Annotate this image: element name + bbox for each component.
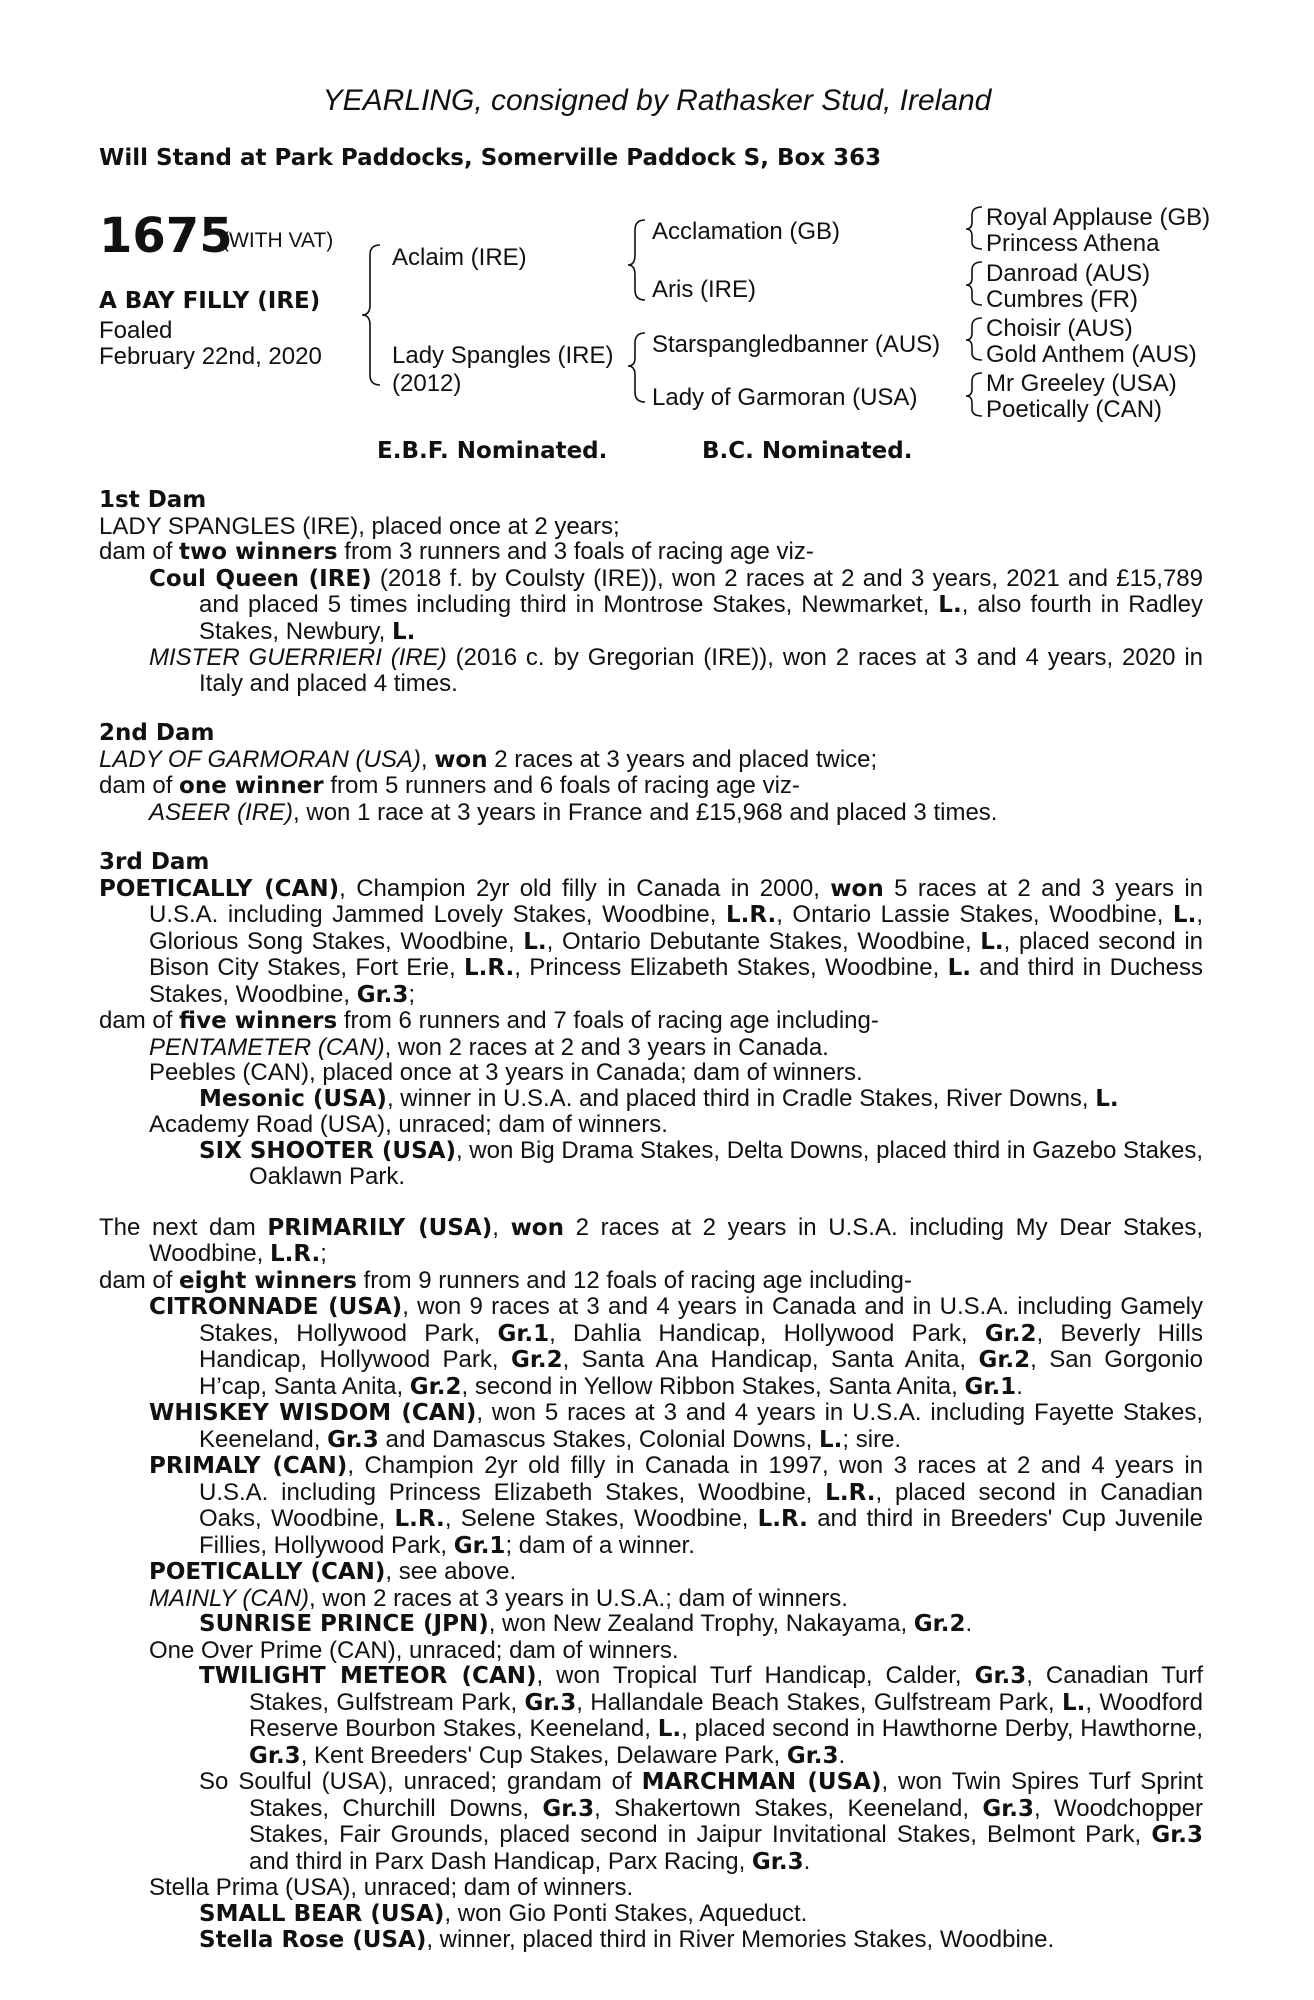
pedigree-g3-1: Royal Applause (GB) xyxy=(986,204,1211,231)
progeny-entry: POETICALLY (CAN), see above. xyxy=(149,1558,517,1585)
pedigree-g3-2: Princess Athena xyxy=(986,230,1160,257)
progeny-entry: SIX SHOOTER (USA), won Big Drama Stakes, Delta Downs, placed third in Gazebo Stakes, Oaklawn Park. xyxy=(199,1136,1203,1190)
second-dam-produce: dam of one winner from 5 runners and 6 foals of racing age viz- xyxy=(99,772,800,799)
progeny-entry: PRIMALY (CAN), Champion 2yr old filly in Canada in 1997, won 3 races at 2 and 4 years in U.S.A. including Princess Elizabeth Stakes, Woodbine, L.R., placed second in Canadian Oaks, Woodbine, L.R., Selene Stakes, Woodbine, L.R. and third in Breeders' Cup Juvenile Fillies, Hollywood Park, Gr.1; dam of a winner. xyxy=(149,1452,1203,1559)
second-dam-heading: 2nd Dam xyxy=(99,720,215,746)
third-dam-line: POETICALLY (CAN), Champion 2yr old filly in Canada in 2000, won 5 races at 2 and 3 years in U.S.A. including Jammed Lovely Stakes, Woodbine, L.R., Ontario Lassie Stakes, Woodbine, L., Glorious Song Stakes, Woodbine, L., Ontario Debutante Stakes, Woodbine, L., placed second in Bison City Stakes, Fort Erie, L.R., Princess Elizabeth Stakes, Woodbine, L. and third in Duchess Stakes, Woodbine, Gr.3; xyxy=(99,874,1204,1008)
progeny-entry: Peebles (CAN), placed once at 3 years in Canada; dam of winners. xyxy=(149,1059,863,1086)
bc-nomination: B.C. Nominated. xyxy=(702,438,913,464)
progeny-entry: Academy Road (USA), unraced; dam of winners. xyxy=(149,1111,668,1138)
sire-sire-name: Acclamation (GB) xyxy=(652,218,841,245)
progeny-entry: TWILIGHT METEOR (CAN), won Tropical Turf Handicap, Calder, Gr.3, Canadian Turf Stakes, Gulfstream Park, Gr.3, Hallandale Beach Stakes, Gulfstream Park, L., Woodford Reserve Bourbon Stakes, Keeneland, L., placed second in Hawthorne Derby, Hawthorne, Gr.3, Kent Breeders' Cup Stakes, Delaware Park, Gr.3. xyxy=(199,1662,1204,1769)
next-dam-produce: dam of eight winners from 9 runners and 12 foals of racing age including- xyxy=(99,1266,912,1294)
progeny-entry: MISTER GUERRIERI (IRE) (2016 c. by Gregorian (IRE)), won 2 races at 3 and 4 years, 2020 in Italy and placed 4 times. xyxy=(149,644,1204,697)
catalogue-body xyxy=(99,488,1203,1954)
progeny-entry: Stella Prima (USA), unraced; dam of winners. xyxy=(149,1874,634,1901)
foaled-label: Foaled xyxy=(99,317,173,344)
progeny-entry: SUNRISE PRINCE (JPN), won New Zealand Trophy, Nakayama, Gr.2. xyxy=(199,1610,973,1637)
third-dam-heading: 3rd Dam xyxy=(99,849,210,875)
progeny-entry: PENTAMETER (CAN), won 2 races at 2 and 3 years in Canada. xyxy=(149,1033,829,1061)
third-dam-produce: dam of five winners from 6 runners and 7 foals of racing age including- xyxy=(99,1007,879,1034)
progeny-entry: So Soulful (USA), unraced; grandam of MARCHMAN (USA), won Twin Spires Turf Sprint Stakes, Churchill Downs, Gr.3, Shakertown Stakes, Keeneland, Gr.3, Woodchopper Stakes, Fair Grounds, placed second in Jaipur Invitational Stakes, Belmont Park, Gr.3 and third in Parx Dash Handicap, Parx Racing, Gr.3. xyxy=(199,1768,1204,1875)
dam-year: (2012) xyxy=(392,370,462,397)
pedigree-g3-3: Danroad (AUS) xyxy=(986,260,1151,287)
progeny-entry: ASEER (IRE), won 1 race at 3 years in France and £15,968 and placed 3 times. xyxy=(149,798,998,826)
pedigree-g3-6: Gold Anthem (AUS) xyxy=(986,341,1197,368)
second-dam-line: LADY OF GARMORAN (USA), won 2 races at 3 years and placed twice; xyxy=(99,745,878,773)
progeny-entry: MAINLY (CAN), won 2 races at 3 years in U.S.A.; dam of winners. xyxy=(149,1584,848,1612)
pedigree-g3-7: Mr Greeley (USA) xyxy=(986,370,1177,397)
dam-name: Lady Spangles (IRE) xyxy=(392,342,614,369)
progeny-entry: SMALL BEAR (USA), won Gio Ponti Stakes, Aqueduct. xyxy=(199,1899,808,1927)
progeny-entry: Coul Queen (IRE) (2018 f. by Coulsty (IRE)), won 2 races at 2 and 3 years, 2021 and £15,789 and placed 5 times including third in Montrose Stakes, Newmarket, L., also fourth in Radley Stakes, Newbury, L. xyxy=(149,564,1204,645)
lot-number: 1675 xyxy=(99,208,233,264)
progeny-entry: Mesonic (USA), winner in U.S.A. and placed third in Cradle Stakes, River Downs, L. xyxy=(199,1084,1119,1112)
first-dam-produce: dam of two winners from 3 runners and 3 foals of racing age viz- xyxy=(99,538,814,565)
standing-location: Will Stand at Park Paddocks, Somerville Paddock S, Box 363 xyxy=(99,145,882,171)
progeny-entry: One Over Prime (CAN), unraced; dam of winners. xyxy=(149,1636,679,1664)
pedigree-g3-4: Cumbres (FR) xyxy=(986,286,1139,313)
ebf-nomination: E.B.F. Nominated. xyxy=(377,438,608,464)
first-dam-line: LADY SPANGLES (IRE), placed once at 2 years; xyxy=(99,512,620,540)
vat-label: (WITH VAT) xyxy=(222,229,334,252)
progeny-entry: CITRONNADE (USA), won 9 races at 3 and 4 years in Canada and in U.S.A. including Gamely Stakes, Hollywood Park, Gr.1, Dahlia Handicap, Hollywood Park, Gr.2, Beverly Hills Handicap, Hollywood Park, Gr.2, Santa Ana Handicap, Santa Anita, Gr.2, San Gorgonio H’cap, Santa Anita, Gr.2, second in Yellow Ribbon Stakes, Santa Anita, Gr.1. xyxy=(149,1293,1204,1400)
horse-description: A BAY FILLY (IRE) xyxy=(99,288,321,314)
consignment-line: YEARLING, consigned by Rathasker Stud, Ireland xyxy=(322,84,992,117)
progeny-entry: WHISKEY WISDOM (CAN), won 5 races at 3 and 4 years in U.S.A. including Fayette Stakes, Keeneland, Gr.3 and Damascus Stakes, Colonial Downs, L.; sire. xyxy=(149,1399,1203,1453)
sire-name: Aclaim (IRE) xyxy=(392,244,527,271)
dam-sire-name: Starspangledbanner (AUS) xyxy=(652,331,941,358)
sire-dam-name: Aris (IRE) xyxy=(652,276,756,303)
pedigree-g3-8: Poetically (CAN) xyxy=(986,396,1163,423)
foaled-date: February 22nd, 2020 xyxy=(99,343,322,370)
progeny-entry: Stella Rose (USA), winner, placed third in River Memories Stakes, Woodbine. xyxy=(199,1926,1055,1953)
next-dam-line: The next dam PRIMARILY (USA), won 2 races at 2 years in U.S.A. including My Dear Stakes, Woodbine, L.R.; xyxy=(99,1213,1204,1267)
first-dam-heading: 1st Dam xyxy=(99,487,207,513)
dam-dam-name: Lady of Garmoran (USA) xyxy=(652,384,918,411)
pedigree-g3-5: Choisir (AUS) xyxy=(986,315,1133,342)
